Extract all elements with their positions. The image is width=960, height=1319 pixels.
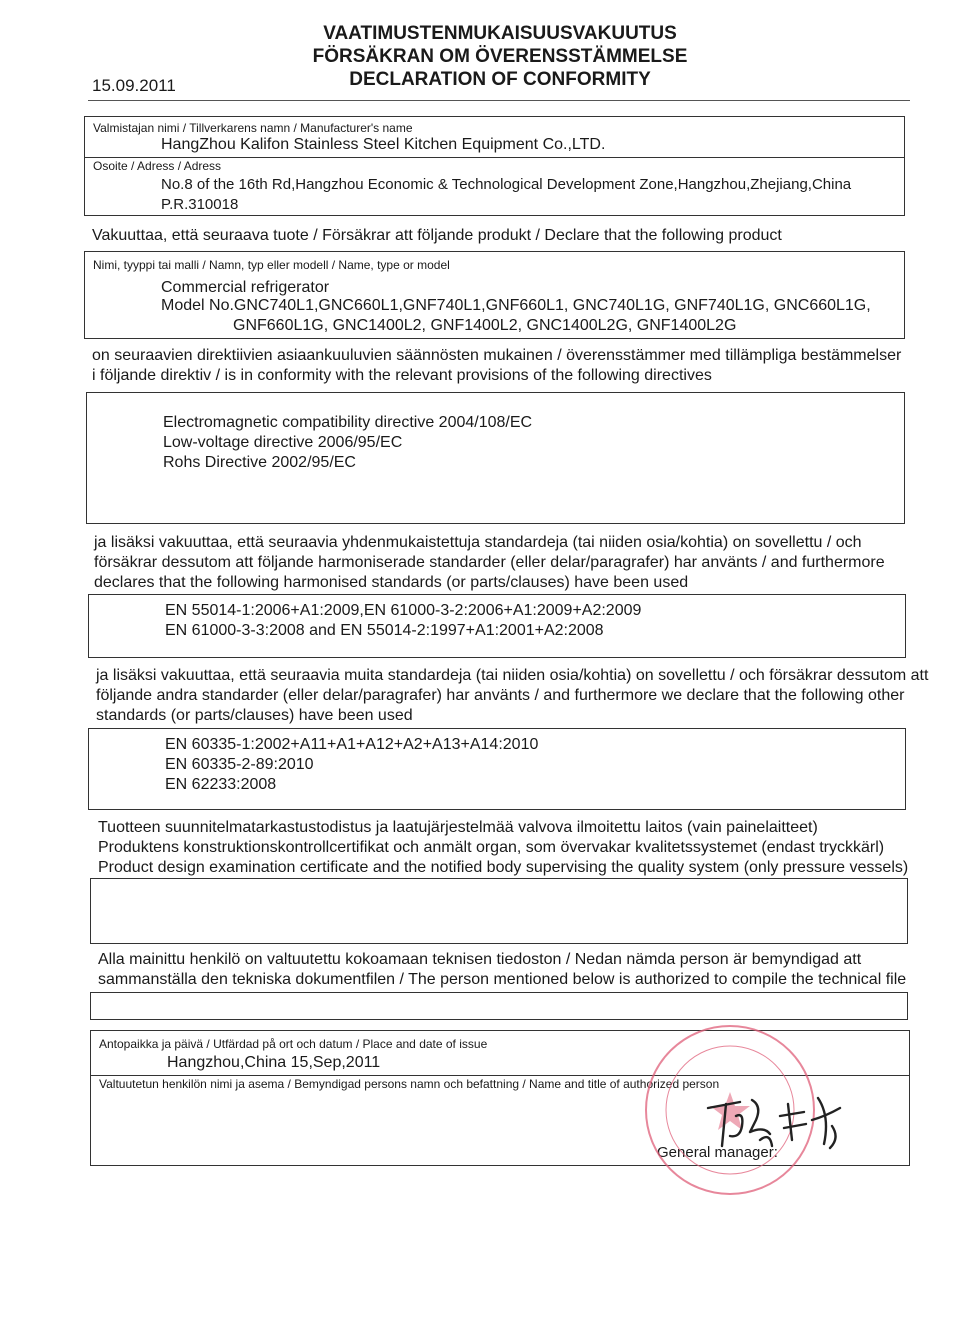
harmonised-intro-line-3: declares that the following harmonised standards (or parts/clauses) have been used [94,574,689,591]
directives-intro-line-2: i följande direktiv / is in conformity with the relevant provisions of the following directives [92,367,712,384]
directive-item: Low-voltage directive 2006/95/EC [163,434,403,451]
directive-item: Electromagnetic compatibility directive 2004/108/EC [163,414,533,431]
harmonised-intro [94,533,885,593]
product-label: Nimi, tyyppi tai malli / Namn, typ eller modell / Name, type or model [93,258,450,272]
product-models-line-1: Model No.GNC740L1,GNC660L1,GNF740L1,GNF660L1, GNC740L1G, GNF740L1G, GNC660L1G, [161,297,871,314]
signature-icon [700,1086,860,1156]
manufacturer-divider [85,157,904,158]
title-finnish: VAATIMUSTENMUKAISUUSVAKUUTUS [323,23,677,44]
address-line-2: P.R.310018 [161,196,239,213]
authorized-line-1: Alla mainittu henkilö on valtuutettu kokoamaan teknisen tiedoston / Nedan nämda person är bemyndigad att [98,951,862,968]
manufacturer-label: Valmistajan nimi / Tillverkarens namn / Manufacturer's name [93,121,413,135]
directives-intro [92,346,901,386]
product-design-box [90,878,908,944]
other-standard-item: EN 60335-2-89:2010 [165,756,314,773]
place-date-value: Hangzhou,China 15,Sep,2011 [167,1054,381,1071]
other-standard-item: EN 60335-1:2002+A11+A1+A12+A2+A13+A14:2010 [165,736,539,753]
authorized-person-title: General manager: [657,1144,778,1161]
product-design-line-3: Product design examination certificate and the notified body supervising the quality system (only pressure vessels) [98,859,909,876]
authorized-line-2: sammanställa den tekniska dokumentfilen / The person mentioned below is authorized to compile the technical file [98,971,907,988]
declare-product-text: Vakuuttaa, että seuraava tuote / Försäkrar att följande produkt / Declare that the following product [92,227,782,244]
product-box [84,251,905,339]
harmonised-standards-box [88,594,906,658]
other-intro-line-3: standards (or parts/clauses) have been used [96,707,413,724]
directives-intro-line-1: on seuraavien direktiivien asiaankuuluvien säännösten mukainen / överensstämmer med tillämpliga bestämmelser [92,347,902,364]
title-swedish: FÖRSÄKRAN OM ÖVERENSSTÄMMELSE [312,46,688,67]
harmonised-intro-line-1: ja lisäksi vakuuttaa, että seuraavia yhdenmukaistettuja standardeja (tai niiden osia/kohtia) on sovellettu / och [94,534,862,551]
authorized-person-label: Valtuutetun henkilön nimi ja asema / Bemyndigad persons namn och befattning / Name and title of authorized person [99,1077,720,1091]
title-english: DECLARATION OF CONFORMITY [349,69,651,90]
harmonised-intro-line-2: försäkrar dessutom att följande harmoniserade standarder (eller delar/paragrafer) har använts / and furthermore [94,554,885,571]
other-standards-box [88,728,906,810]
harmonised-standard-item: EN 55014-1:2006+A1:2009,EN 61000-3-2:2006+A1:2009+A2:2009 [165,602,642,619]
other-intro-line-2: följande andra standarder (eller delar/paragrafer) har använts / and furthermore we declare that the following other [96,687,905,704]
other-intro-line-1: ja lisäksi vakuuttaa, että seuraavia muita standardeja (tai niiden osia/kohtia) on sovellettu / och försäkrar dessutom att [96,667,929,684]
manufacturer-name: HangZhou Kalifon Stainless Steel Kitchen Equipment Co.,LTD. [161,136,606,153]
header-rule [88,100,910,101]
other-standard-item: EN 62233:2008 [165,776,277,793]
document-titles [300,22,700,91]
document-date: 15.09.2011 [92,76,176,95]
authorized-text [98,950,906,990]
place-date-label: Antopaikka ja päivä / Utfärdad på ort och datum / Place and date of issue [99,1037,488,1051]
manufacturer-box [84,116,905,216]
directives-box [86,392,905,524]
product-design-text [98,818,908,878]
directive-item: Rohs Directive 2002/95/EC [163,454,356,471]
product-models-line-2: GNF660L1G, GNC1400L2, GNF1400L2, GNC1400L2G, GNF1400L2G [233,317,737,334]
technical-file-box [90,992,908,1020]
other-standards-intro [96,666,928,726]
product-design-line-1: Tuotteen suunnitelmatarkastustodistus ja laatujärjestelmää valvova ilmoitettu laitos (vain painelaitteet) [98,819,818,836]
address-label: Osoite / Adress / Adress [93,159,222,173]
product-design-line-2: Produktens konstruktionskontrollcertifikat och anmält organ, som övervakar kvalitetssystemet (endast tryckkärl) [98,839,885,856]
product-name: Commercial refrigerator [161,279,330,296]
harmonised-standard-item: EN 61000-3-3:2008 and EN 55014-2:1997+A1:2001+A2:2008 [165,622,604,639]
address-line-1: No.8 of the 16th Rd,Hangzhou Economic & Technological Development Zone,Hangzhou,Zhejiang,China [161,176,852,193]
